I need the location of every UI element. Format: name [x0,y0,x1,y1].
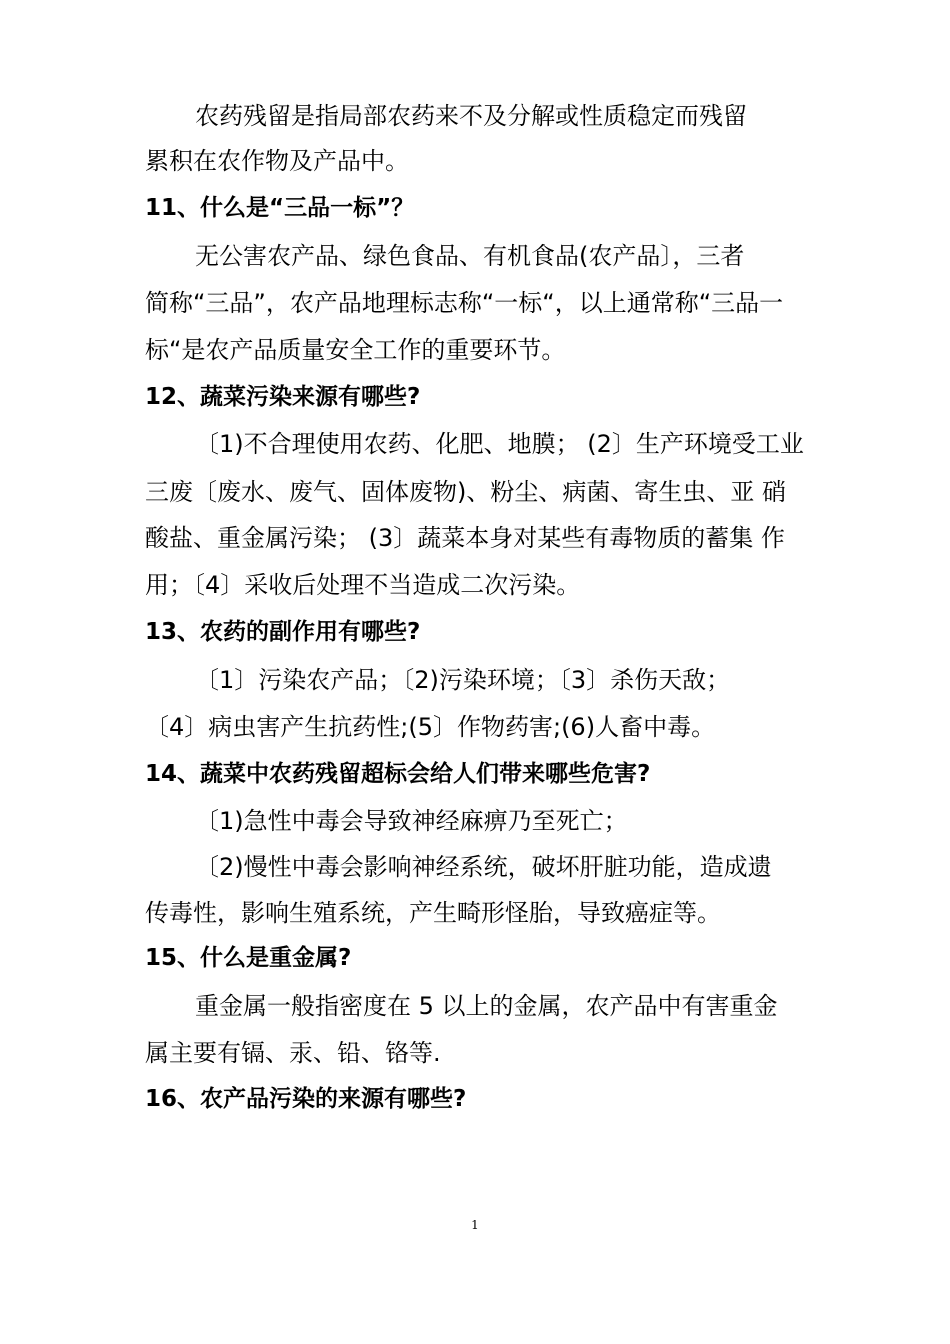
paragraph-line: 农药残留是指局部农药来不及分解或性质稳定而残留 [195,102,747,130]
paragraph-line: 属主要有镉、汞、铅、铬等. [145,1039,441,1067]
paragraph-line: 三废〔废水、废气、固体废物)、粉尘、病菌、寄生虫、亚 硝 [145,478,786,506]
paragraph-line: 〔1)不合理使用农药、化肥、地膜； (2〕生产环境受工业 [195,430,804,458]
paragraph-line: 〔1)急性中毒会导致神经麻痹乃至死亡； [195,807,628,835]
question-heading: 11、什么是“三品一标”？ [145,195,415,221]
paragraph-line: 用；〔4〕采收后处理不当造成二次污染。 [145,571,581,599]
paragraph-line: 重金属一般指密度在 5 以上的金属，农产品中有害重金 [195,992,778,1020]
paragraph-line: 简称“三品”，农产品地理标志称“一标“，以上通常称“三品一 [145,289,784,317]
question-heading: 16、农产品污染的来源有哪些? [145,1086,467,1112]
paragraph-line: 〔1〕污染农产品；〔2)污染环境；〔3〕杀伤天敌； [195,666,731,694]
paragraph-line: 传毒性，影响生殖系统，产生畸形怪胎，导致癌症等。 [145,899,721,927]
page-number: 1 [471,1218,479,1232]
question-heading: 15、什么是重金属? [145,945,352,971]
paragraph-line: 标“是农产品质量安全工作的重要环节。 [145,336,566,364]
question-heading: 14、蔬菜中农药残留超标会给人们带来哪些危害? [145,761,651,787]
paragraph-line: 〔4〕病虫害产生抗药性;(5〕作物药害;(6)人畜中毒。 [145,713,716,741]
paragraph-line: 无公害农产品、绿色食品、有机食品(农产品〕，三者 [195,242,745,270]
paragraph-line: 〔2)慢性中毒会影响神经系统，破坏肝脏功能，造成遗 [195,853,772,881]
question-heading: 13、农药的副作用有哪些? [145,619,421,645]
paragraph-line: 累积在农作物及产品中。 [145,147,409,175]
question-heading: 12、蔬菜污染来源有哪些? [145,384,421,410]
paragraph-line: 酸盐、重金属污染； (3〕蔬菜本身对某些有毒物质的蓄集 作 [145,524,785,552]
